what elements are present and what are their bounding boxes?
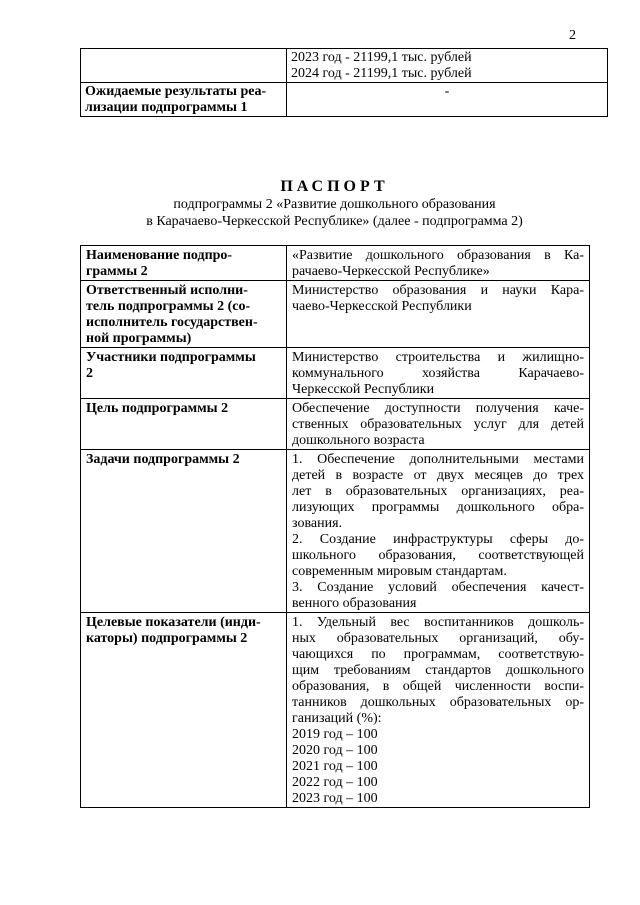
passport-title: ПАСПОРТ [280,178,389,195]
value-line: современным мировым стандартам. [292,564,507,579]
value-line: ственных образовательных услуг для детей [292,417,584,432]
label-line: Участники подпрограммы [86,350,256,365]
label-line: Задачи подпрограммы 2 [86,452,240,467]
row-label [81,450,287,613]
row-label [81,613,287,808]
value-line: 1. Удельный вес воспитанников дошколь- [292,615,584,630]
value-line: 2020 год – 100 [292,743,378,758]
row-label [81,348,287,399]
value-line: венного образования [292,596,417,611]
value-line: щим требованиям стандартов дошкольного [292,663,584,678]
value-line: 2022 год – 100 [292,775,378,790]
row-value [287,281,590,348]
value-line: 3. Создание условий обеспечения качест- [292,580,584,595]
row-value [287,450,590,613]
value-line: детей в возрасте от двух месяцев до трех [292,468,584,483]
label-line: Цель подпрограммы 2 [86,401,229,416]
value-line: Черкесской Республики [292,382,435,397]
expected-results-value: - [287,83,608,117]
label-line: Целевые показатели (инди- [86,615,261,630]
empty-label-cell [81,49,287,83]
table-row [81,83,608,117]
label-line: граммы 2 [86,264,148,279]
row-label [81,399,287,450]
value-line: Министерство образования и науки Кара- [292,283,584,298]
value-line: Министерство строительства и жилищно- [292,350,584,365]
table-row [81,399,590,450]
value-line: Обеспечение доступности получения каче- [292,401,584,416]
value-line: чающихся по программам, соответствую- [292,647,584,662]
value-line: ных образовательных организаций, обу- [292,631,584,646]
row-value [287,399,590,450]
table-row [81,450,590,613]
label-line: лизации подпрограммы 1 [85,100,248,115]
funding-cell [287,49,608,83]
passport-table [80,245,590,808]
value-line: 2019 год – 100 [292,727,378,742]
value-line: лизующих программы дошкольного обра- [292,500,584,515]
table-row [81,613,590,808]
expected-results-label [81,83,287,117]
table-row [81,246,590,281]
value-line: школьного образования, соответствующей [292,548,584,563]
funding-line: 2023 год - 21199,1 тыс. рублей [291,50,472,65]
value-line: 2023 год – 100 [292,791,378,806]
value-line: ганизаций (%): [292,711,382,726]
value-line: коммунального хозяйства Карачаево- [292,366,584,381]
label-line: Ответственный исполни- [86,283,248,298]
label-line: 2 [86,366,93,381]
subtitle-line: подпрограммы 2 «Развитие дошкольного образования [173,197,496,212]
row-value [287,246,590,281]
label-line: Ожидаемые результаты реа- [85,84,267,99]
subtitle-line: в Карачаево-Черкесской Республике» (далее - подпрограмма 2) [146,214,523,229]
passport-subtitle [80,196,589,230]
row-value [287,613,590,808]
value-line: дошкольного возраста [292,433,425,448]
value-line: рачаево-Черкесской Республике» [292,264,490,279]
value-line: лет в образовательных организациях, реа- [292,484,584,499]
value-line: зования. [292,516,343,531]
continued-table [80,48,608,117]
label-line: ной программы) [86,331,192,346]
label-line: каторы) подпрограммы 2 [86,631,248,646]
value-line: 2021 год – 100 [292,759,378,774]
value-line: танников дошкольных образовательных ор- [292,695,584,710]
label-line: тель подпрограммы 2 (со- [86,299,251,314]
value-line: 1. Обеспечение дополнительными местами [292,452,584,467]
row-value [287,348,590,399]
page-number: 2 [569,28,576,43]
table-row [81,49,608,83]
value-line: «Развитие дошкольного образования в Ка- [292,248,584,263]
label-line: исполнитель государствен- [86,315,258,330]
label-line: Наименование подпро- [86,248,233,263]
value-line: 2. Создание инфраструктуры сферы до- [292,532,584,547]
row-label [81,281,287,348]
funding-line: 2024 год - 21199,1 тыс. рублей [291,66,472,81]
value-line: чаево-Черкесской Республики [292,299,472,314]
table-row [81,348,590,399]
row-label [81,246,287,281]
table-row [81,281,590,348]
value-line: образования, в общей численности воспи- [292,679,584,694]
